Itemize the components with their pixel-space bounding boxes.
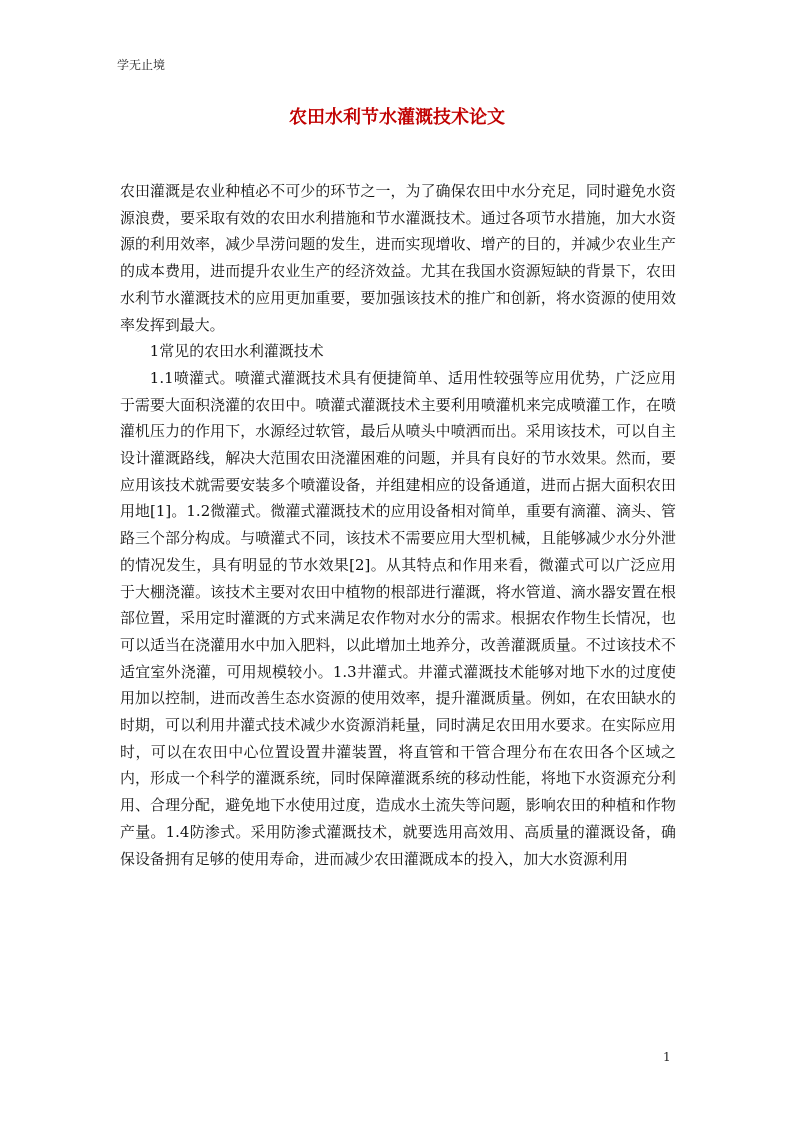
body-paragraph: 1.1喷灌式。喷灌式灌溉技术具有便捷简单、适用性较强等应用优势，广泛应用于需要大面积浇灌的农田中。喷灌式灌溉技术主要利用喷灌机来完成喷灌工作，在喷灌机压力的作用下，水源经过软管，最后从喷头中喷洒而出。采用该技术，可以自主设计灌溉路线，解决大范围农田浇灌困难的问题，并具有良好的节水效果。然而，要应用该技术就需要安装多个喷灌设备，并组建相应的设备通道，进而占据大面积农田用地[1]。1.2微灌式。微灌式灌溉技术的应用设备相对简单，重要有滴灌、滴头、管路三个部分构成。与喷灌式不同，该技术不需要应用大型机械，且能够减少水分外泄的情况发生，具有明显的节水效果[2]。从其特点和作用来看，微灌式可以广泛应用于大棚浇灌。该技术主要对农田中植物的根部进行灌溉，将水管道、滴水器安置在根部位置，采用定时灌溉的方式来满足农作物对水分的需求。根据农作物生长情况，也可以适当在浇灌用水中加入肥料，以此增加土地养分，改善灌溉质量。不过该技术不适宜室外浇灌，可用规模较小。1.3井灌式。井灌式灌溉技术能够对地下水的过度使用加以控制，进而改善生态水资源的使用效率，提升灌溉质量。例如，在农田缺水的时期，可以利用井灌式技术减少水资源消耗量，同时满足农田用水要求。在实际应用时，可以在农田中心位置设置井灌装置，将直管和干管合理分布在农田各个区域之内，形成一个科学的灌溉系统，同时保障灌溉系统的移动性能，将地下水资源充分利用、合理分配，避免地下水使用过度，造成水土流失等问题，影响农田的种植和作物产量。1.4防渗式。采用防渗式灌溉技术，就要选用高效用、高质量的灌溉设备，确保设备拥有足够的使用寿命，进而减少农田灌溉成本的投入，加大水资源利用 bbox=[120, 368, 676, 868]
document-title: 农田水利节水灌溉技术论文 bbox=[289, 107, 505, 128]
section-heading: 1常见的农田水利灌溉技术 bbox=[149, 342, 324, 361]
page-number: 1 bbox=[663, 1050, 671, 1064]
body-paragraph: 农田灌溉是农业种植必不可少的环节之一，为了确保农田中水分充足，同时避免水资源浪费，要采取有效的农田水利措施和节水灌溉技术。通过各项节水措施，加大水资源的利用效率，减少旱涝问题的发生，进而实现增收、增产的目的，并减少农业生产的成本费用，进而提升农业生产的经济效益。尤其在我国水资源短缺的背景下，农田水利节水灌溉技术的应用更加重要，要加强该技术的推广和创新，将水资源的使用效率发挥到最大。 bbox=[120, 182, 676, 334]
document-body bbox=[120, 178, 676, 872]
page-header-text: 学无止境 bbox=[117, 58, 166, 72]
